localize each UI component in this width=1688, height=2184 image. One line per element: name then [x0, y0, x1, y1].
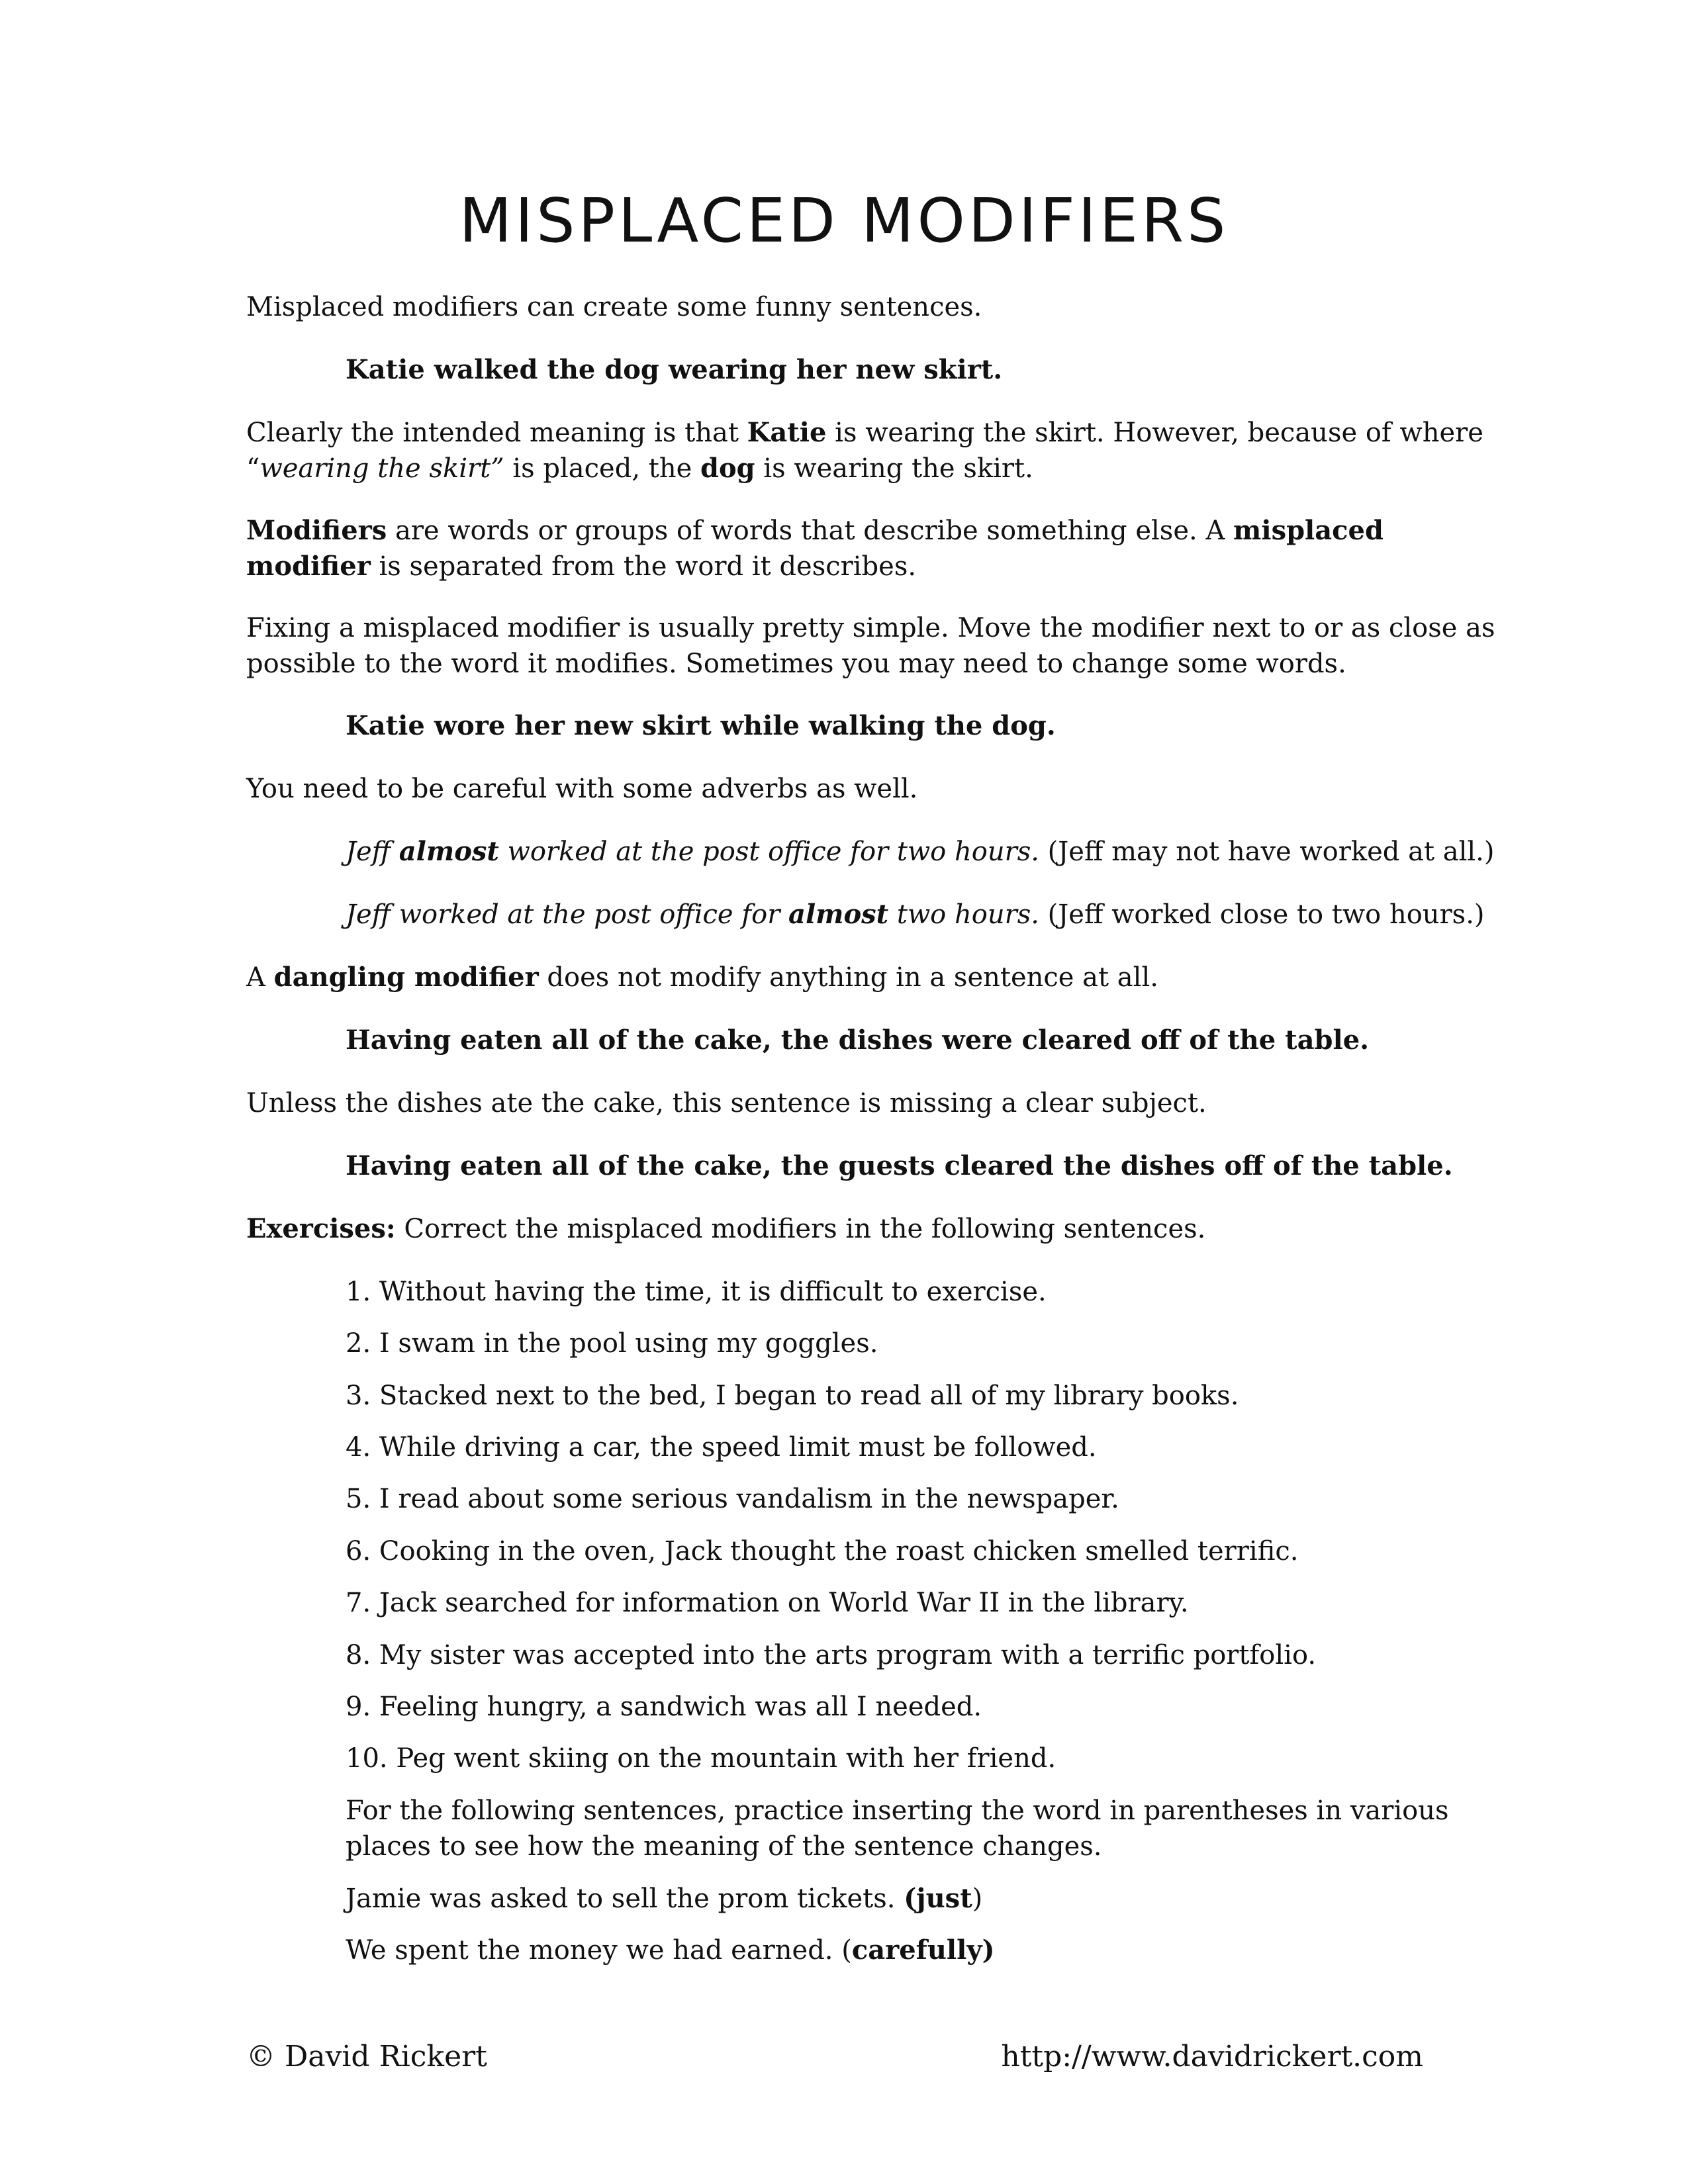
- exercise-item-10: 10. Peg went skiing on the mountain with her friend.: [346, 1743, 1056, 1774]
- example-sentence-2: Katie wore her new skirt while walking the dog.: [346, 710, 1056, 741]
- dangling-note: Unless the dishes ate the cake, this sentence is missing a clear subject.: [246, 1088, 1207, 1118]
- explanation-paragraph: Clearly the intended meaning is that Katie is wearing the skirt. However, because of where “wearing the skirt” is placed, the dog is wearing the skirt.: [246, 417, 1483, 484]
- intro-text: Misplaced modifiers can create some funny sentences.: [246, 292, 982, 322]
- example-sentence-1: Katie walked the dog wearing her new skirt.: [346, 354, 1003, 385]
- exercise-item-9: 9. Feeling hungry, a sandwich was all I needed.: [346, 1692, 982, 1722]
- exercise-item-8: 8. My sister was accepted into the arts program with a terrific portfolio.: [346, 1640, 1317, 1670]
- practice-instructions: For the following sentences, practice inserting the word in parentheses in various places to see how the meaning of the sentence changes.: [346, 1796, 1449, 1862]
- adverbs-intro: You need to be careful with some adverbs as well.: [246, 774, 918, 804]
- dangling-definition: A dangling modifier does not modify anything in a sentence at all.: [246, 962, 1158, 993]
- footer-copyright: © David Rickert: [246, 2040, 487, 2073]
- exercise-item-5: 5. I read about some serious vandalism in the newspaper.: [346, 1484, 1119, 1514]
- definition-paragraph: Modifiers are words or groups of words that describe something else. A misplaced modifier is separated from the word it describes.: [246, 515, 1383, 582]
- exercise-item-7: 7. Jack searched for information on World War II in the library.: [346, 1588, 1189, 1618]
- exercise-item-3: 3. Stacked next to the bed, I began to read all of my library books.: [346, 1381, 1239, 1411]
- practice-sentence-1: Jamie was asked to sell the prom tickets. (just): [346, 1883, 983, 1914]
- exercise-item-2: 2. I swam in the pool using my goggles.: [346, 1328, 878, 1359]
- footer-url[interactable]: http://www.davidrickert.com: [1001, 2040, 1423, 2073]
- practice-sentence-2: We spent the money we had earned. (carefully): [346, 1934, 995, 1966]
- exercise-item-1: 1. Without having the time, it is difficult to exercise.: [346, 1277, 1047, 1307]
- exercise-item-4: 4. While driving a car, the speed limit must be followed.: [346, 1432, 1097, 1463]
- example-sentence-3: Having eaten all of the cake, the dishes were cleared off of the table.: [346, 1024, 1370, 1056]
- adverb-example-2: Jeff worked at the post office for almost two hours. (Jeff worked close to two hours.): [346, 899, 1485, 930]
- exercise-item-6: 6. Cooking in the oven, Jack thought the roast chicken smelled terrific.: [346, 1536, 1299, 1567]
- page-title: MISPLACED MODIFIERS: [459, 185, 1229, 256]
- adverb-example-1: Jeff almost worked at the post office for two hours. (Jeff may not have worked at all.): [346, 836, 1495, 867]
- fixing-paragraph: Fixing a misplaced modifier is usually pretty simple. Move the modifier next to or as close as possible to the word it modifies. Sometimes you may need to change some words.: [246, 613, 1495, 679]
- example-sentence-4: Having eaten all of the cake, the guests cleared the dishes off of the table.: [346, 1150, 1453, 1181]
- exercises-heading: Exercises: Correct the misplaced modifiers in the following sentences.: [246, 1213, 1206, 1244]
